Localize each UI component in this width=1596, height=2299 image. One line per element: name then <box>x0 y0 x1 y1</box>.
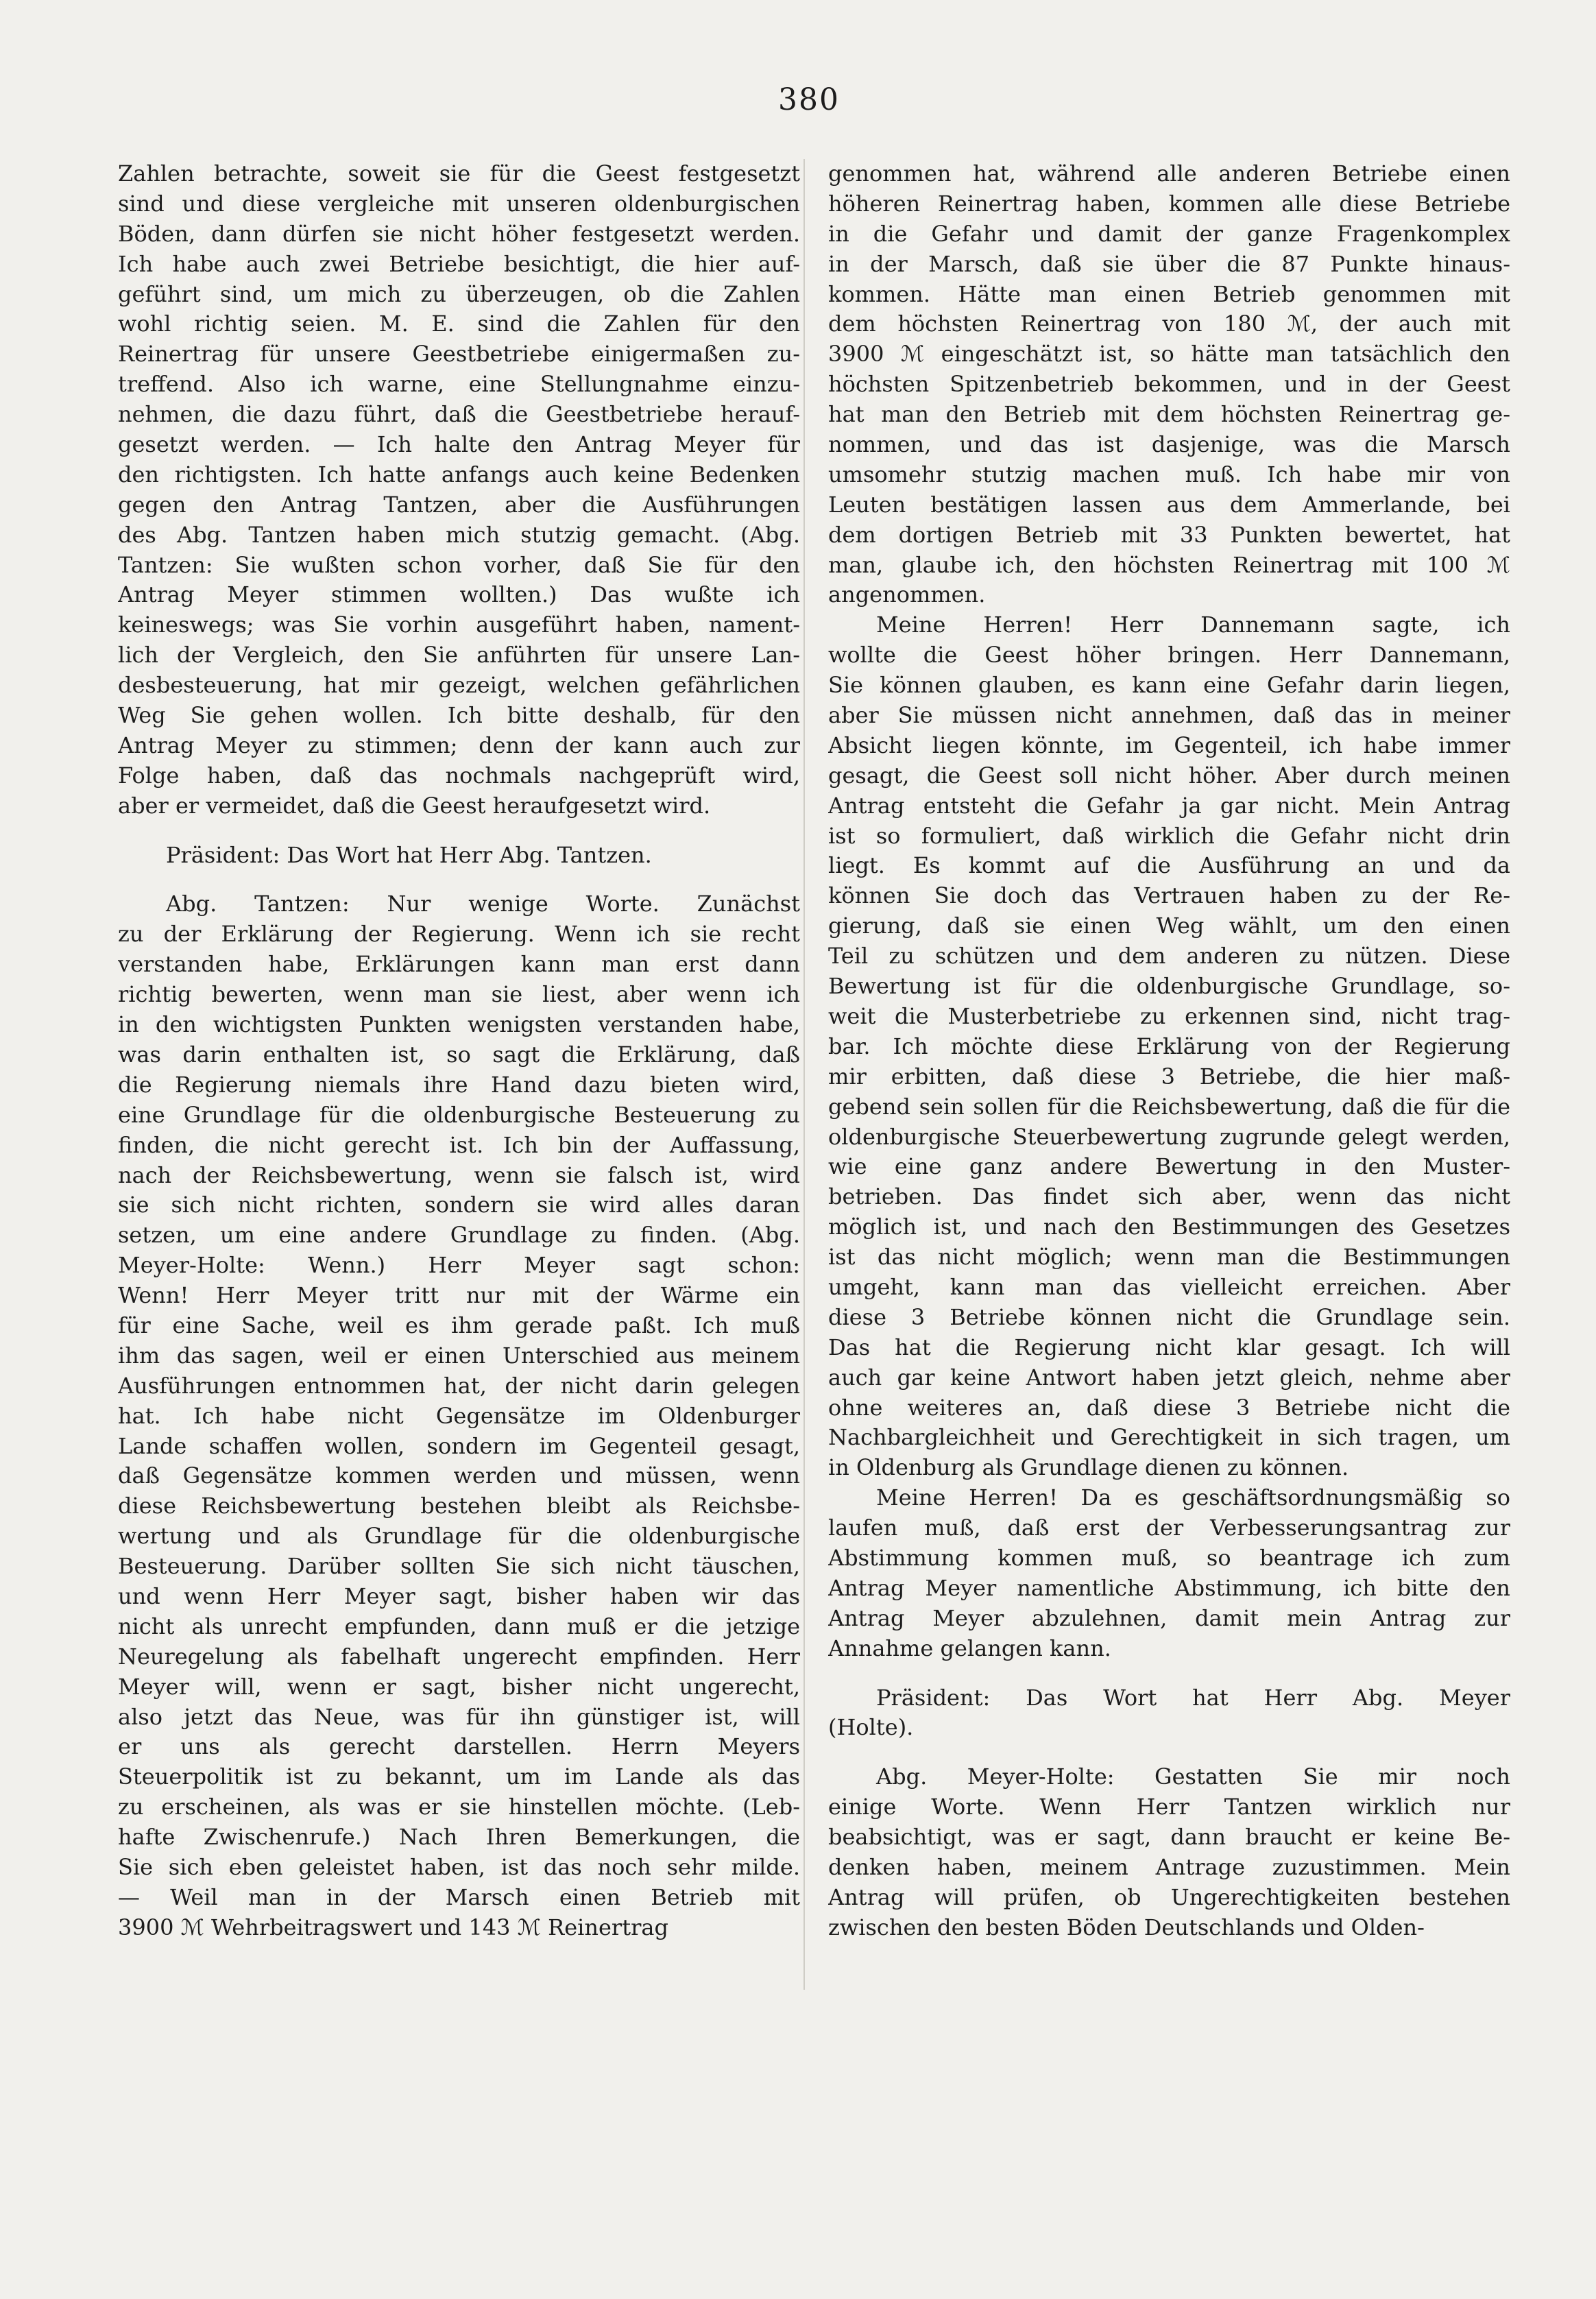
text-line: Meyer-Holte: Wenn.) Herr Meyer sagt schon: <box>118 1252 800 1279</box>
text-line: Meine Herren! Da es geschäftsordnungsmäßig so <box>876 1484 1510 1511</box>
text-line: Präsident: Das Wort hat Herr Abg. Tantzen. <box>166 841 652 868</box>
text-line: liegt. Es kommt auf die Ausführung an und da <box>828 852 1510 879</box>
text-line: dem höchsten Reinertrag von 180 ℳ, der auch mit <box>828 311 1510 337</box>
text-line: Abg. Meyer-Holte: Gestatten Sie mir noch <box>876 1764 1510 1790</box>
text-line: Sie sich eben geleistet haben, ist das noch sehr milde. <box>118 1853 800 1880</box>
text-line: — Weil man in der Marsch einen Betrieb mit <box>118 1883 800 1910</box>
text-line: Abg. Tantzen: Nur wenige Worte. Zunächst <box>166 891 800 917</box>
text-line: aber er vermeidet, daß die Geest heraufgesetzt wird. <box>118 792 711 819</box>
right-column <box>828 159 1510 1943</box>
text-line: Böden, dann dürfen sie nicht höher festgesetzt werden. <box>118 220 800 247</box>
text-line: lich der Vergleich, den Sie anführten für unsere Lan- <box>118 642 800 669</box>
text-line: aber Sie müssen nicht annehmen, daß das in meiner <box>828 702 1510 729</box>
text-line: Leuten bestätigen lassen aus dem Ammerlande, bei <box>828 491 1510 518</box>
text-line: diese 3 Betriebe können nicht die Grundlage sein. <box>828 1303 1510 1330</box>
text-line: keineswegs; was Sie vorhin ausgeführt haben, nament- <box>118 612 800 638</box>
text-line: finden, die nicht gerecht ist. Ich bin der Auffassung, <box>118 1131 800 1158</box>
text-line: Sie können glauben, es kann eine Gefahr darin liegen, <box>828 672 1510 699</box>
text-line: ohne weiteres an, daß diese 3 Betriebe nicht die <box>828 1394 1510 1421</box>
text-line: Tantzen: Sie wußten schon vorher, daß Sie für den <box>118 551 800 578</box>
text-line: möglich ist, und nach den Bestimmungen des Gesetzes <box>828 1214 1510 1240</box>
text-line: ist das nicht möglich; wenn man die Bestimmungen <box>828 1244 1510 1271</box>
text-line: beabsichtigt, was er sagt, dann braucht er keine Be- <box>828 1824 1510 1851</box>
text-line: umgeht, kann man das vielleicht erreichen. Aber <box>828 1273 1510 1300</box>
text-line: Antrag Meyer namentliche Abstimmung, ich bitte den <box>828 1574 1510 1601</box>
text-line: die Regierung niemals ihre Hand dazu bieten wird, <box>118 1071 800 1098</box>
text-line: 3900 ℳ Wehrbeitragswert und 143 ℳ Reinertrag <box>118 1914 668 1940</box>
text-line: ihm das sagen, weil er einen Unterschied aus meinem <box>118 1342 800 1369</box>
text-line: Antrag Meyer stimmen wollten.) Das wußte ich <box>118 581 800 608</box>
text-line: treffend. Also ich warne, eine Stellungnahme einzu- <box>118 371 800 398</box>
text-line: Abstimmung kommen muß, so beantrage ich zum <box>828 1544 1510 1571</box>
text-line: in Oldenburg als Grundlage dienen zu können. <box>828 1454 1349 1481</box>
text-line: hat man den Betrieb mit dem höchsten Reinertrag ge- <box>828 401 1510 428</box>
text-line: Meine Herren! Herr Dannemann sagte, ich <box>876 612 1510 638</box>
text-line: Das hat die Regierung nicht klar gesagt. Ich will <box>828 1334 1510 1360</box>
text-line: hat. Ich habe nicht Gegensätze im Oldenburger <box>118 1402 800 1429</box>
text-line: wollte die Geest höher bringen. Herr Dannemann, <box>828 642 1510 669</box>
text-line: Antrag Meyer zu stimmen; denn der kann auch zur <box>118 732 800 758</box>
text-line: 3900 ℳ eingeschätzt ist, so hätte man tatsächlich den <box>828 341 1510 368</box>
text-line: oldenburgische Steuerbewertung zugrunde gelegt werden, <box>828 1123 1510 1150</box>
text-line: wertung und als Grundlage für die oldenburgische <box>118 1523 800 1550</box>
text-line: wie eine ganz andere Bewertung in den Muster- <box>828 1153 1510 1180</box>
text-line: desbesteuerung, hat mir gezeigt, welchen gefährlichen <box>118 672 800 699</box>
text-line: umsomehr stutzig machen muß. Ich habe mir von <box>828 461 1510 488</box>
text-line: er uns als gerecht darstellen. Herrn Meyers <box>118 1733 800 1760</box>
text-line: Steuerpolitik ist zu bekannt, um im Lande als das <box>118 1764 800 1790</box>
text-line: nach der Reichsbewertung, wenn sie falsch ist, wird <box>118 1161 800 1188</box>
text-line: diese Reichsbewertung bestehen bleibt als Reichsbe- <box>118 1493 800 1519</box>
text-line: wohl richtig seien. M. E. sind die Zahlen für den <box>118 311 800 337</box>
text-line: sind und diese vergleiche mit unseren oldenburgischen <box>118 190 800 217</box>
text-line: des Abg. Tantzen haben mich stutzig gemacht. (Abg. <box>118 521 800 548</box>
text-line: nommen, und das ist dasjenige, was die Marsch <box>828 431 1510 458</box>
text-line: gesagt, die Geest soll nicht höher. Aber durch meinen <box>828 762 1510 789</box>
text-line: Teil zu schützen und dem anderen zu nützen. Diese <box>828 943 1510 970</box>
text-line: in den wichtigsten Punkten wenigsten verstanden habe, <box>118 1011 800 1038</box>
text-line: zwischen den besten Böden Deutschlands und Olden- <box>828 1914 1425 1940</box>
text-line: bar. Ich möchte diese Erklärung von der Regierung <box>828 1033 1510 1059</box>
text-line: dem dortigen Betrieb mit 33 Punkten bewertet, hat <box>828 521 1510 548</box>
text-line: Neuregelung als fabelhaft ungerecht empfinden. Herr <box>118 1643 800 1670</box>
text-line: Lande schaffen wollen, sondern im Gegenteil gesagt, <box>118 1432 800 1459</box>
text-line: laufen muß, daß erst der Verbesserungsantrag zur <box>828 1515 1510 1541</box>
text-line: genommen hat, während alle anderen Betriebe einen <box>828 160 1510 186</box>
text-line: verstanden habe, Erklärungen kann man erst dann <box>118 951 800 978</box>
text-line: Zahlen betrachte, soweit sie für die Geest festgesetzt <box>118 160 800 186</box>
text-line: in der Marsch, daß sie über die 87 Punkte hinaus- <box>828 250 1510 277</box>
text-line: höchsten Spitzenbetrieb bekommen, und in der Geest <box>828 371 1510 398</box>
text-line: Meyer will, wenn er sagt, bisher nicht ungerecht, <box>118 1673 800 1700</box>
text-line: Absicht liegen könnte, im Gegenteil, ich habe immer <box>828 732 1510 758</box>
text-line: Annahme gelangen kann. <box>828 1635 1111 1661</box>
text-line: kommen. Hätte man einen Betrieb genommen mit <box>828 280 1510 307</box>
text-line: betrieben. Das findet sich aber, wenn das nicht <box>828 1183 1510 1210</box>
page-number: 380 <box>778 82 840 117</box>
text-line: für eine Sache, weil es ihm gerade paßt. Ich muß <box>118 1312 800 1338</box>
text-line: gegen den Antrag Tantzen, aber die Ausführungen <box>118 491 800 518</box>
text-line: Weg Sie gehen wollen. Ich bitte deshalb, für den <box>118 702 800 729</box>
text-line: Präsident: Das Wort hat Herr Abg. Meyer <box>876 1684 1510 1711</box>
text-line: und wenn Herr Meyer sagt, bisher haben wir das <box>118 1582 800 1609</box>
text-line: Antrag will prüfen, ob Ungerechtigkeiten bestehen <box>828 1883 1510 1910</box>
text-line: Ausführungen entnommen hat, der nicht darin gelegen <box>118 1372 800 1399</box>
text-line: gesetzt werden. — Ich halte den Antrag Meyer für <box>118 431 800 458</box>
text-line: nehmen, die dazu führt, daß die Geestbetriebe herauf- <box>118 401 800 428</box>
text-line: geführt sind, um mich zu überzeugen, ob die Zahlen <box>118 280 800 307</box>
text-line: Antrag Meyer abzulehnen, damit mein Antrag zur <box>828 1604 1510 1631</box>
text-line: in die Gefahr und damit der ganze Fragenkomplex <box>828 220 1510 247</box>
text-line: also jetzt das Neue, was für ihn günstiger ist, will <box>118 1703 800 1730</box>
left-column <box>118 159 800 1943</box>
text-line: sie sich nicht richten, sondern sie wird alles daran <box>118 1192 800 1218</box>
text-line: setzen, um eine andere Grundlage zu finden. (Abg. <box>118 1222 800 1249</box>
text-line: zu erscheinen, als was er sie hinstellen möchte. (Leb- <box>118 1794 800 1820</box>
text-line: nicht als unrecht empfunden, dann muß er die jetzige <box>118 1613 800 1639</box>
text-line: was darin enthalten ist, so sagt die Erklärung, daß <box>118 1041 800 1068</box>
text-line: Besteuerung. Darüber sollten Sie sich nicht täuschen, <box>118 1553 800 1580</box>
text-line: gebend sein sollen für die Reichsbewertung, daß die für die <box>828 1093 1510 1120</box>
text-line: Nachbargleichheit und Gerechtigkeit in sich tragen, um <box>828 1424 1510 1451</box>
text-line: Antrag entsteht die Gefahr ja gar nicht. Mein Antrag <box>828 792 1510 819</box>
text-line: Reinertrag für unsere Geestbetriebe einigermaßen zu- <box>118 341 800 368</box>
text-line: richtig bewerten, wenn man sie liest, aber wenn ich <box>118 981 800 1008</box>
text-line: angenommen. <box>828 581 986 608</box>
text-line: man, glaube ich, den höchsten Reinertrag mit 100 ℳ <box>828 551 1510 578</box>
text-line: hafte Zwischenrufe.) Nach Ihren Bemerkungen, die <box>118 1824 800 1851</box>
text-line: denken haben, meinem Antrage zuzustimmen. Mein <box>828 1853 1510 1880</box>
text-line: daß Gegensätze kommen werden und müssen, wenn <box>118 1463 800 1489</box>
text-line: ist so formuliert, daß wirklich die Gefahr nicht drin <box>828 822 1510 849</box>
text-line: Ich habe auch zwei Betriebe besichtigt, die hier auf- <box>118 250 800 277</box>
text-line: auch gar keine Antwort haben jetzt gleich, nehme aber <box>828 1364 1510 1391</box>
text-line: weit die Musterbetriebe zu erkennen sind, nicht trag- <box>828 1002 1510 1029</box>
column-divider <box>803 159 805 1990</box>
text-line: können Sie doch das Vertrauen haben zu der Re- <box>828 882 1510 909</box>
text-line: einige Worte. Wenn Herr Tantzen wirklich nur <box>828 1794 1510 1820</box>
text-line: mir erbitten, daß diese 3 Betriebe, die hier maß- <box>828 1063 1510 1090</box>
text-line: Wenn! Herr Meyer tritt nur mit der Wärme ein <box>118 1282 800 1309</box>
text-line: den richtigsten. Ich hatte anfangs auch keine Bedenken <box>118 461 800 488</box>
text-line: zu der Erklärung der Regierung. Wenn ich sie recht <box>118 921 800 948</box>
text-line: Folge haben, daß das nochmals nachgeprüft wird, <box>118 762 800 789</box>
text-line: (Holte). <box>828 1714 914 1741</box>
text-line: höheren Reinertrag haben, kommen alle diese Betriebe <box>828 190 1510 217</box>
text-line: Bewertung ist für die oldenburgische Grundlage, so- <box>828 973 1510 1000</box>
text-line: gierung, daß sie einen Weg wählt, um den einen <box>828 913 1510 939</box>
text-line: eine Grundlage für die oldenburgische Besteuerung zu <box>118 1101 800 1128</box>
